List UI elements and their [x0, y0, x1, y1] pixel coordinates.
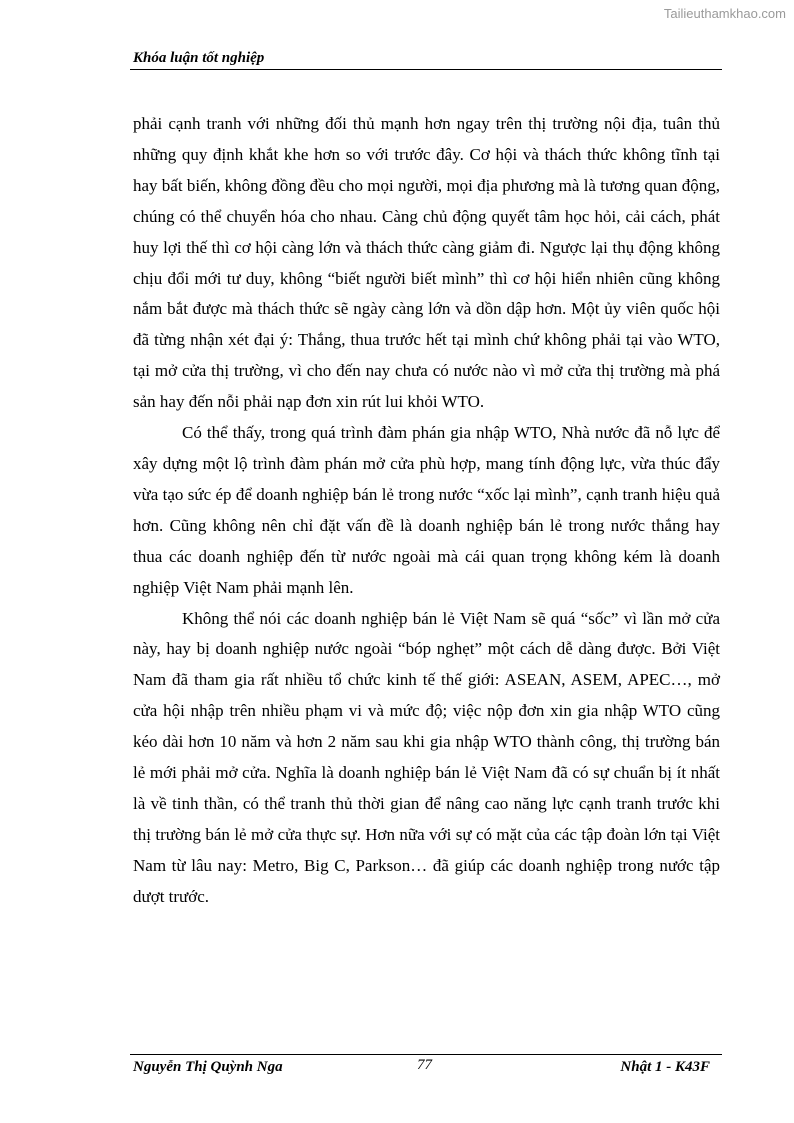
header-title: Khóa luận tốt nghiệp	[133, 50, 265, 66]
paragraph-2: Có thể thấy, trong quá trình đàm phán gia nhập WTO, Nhà nước đã nỗ lực để xây dựng một lộ trình đàm phán mở cửa phù hợp, mang tính động lực, vừa thúc đẩy vừa tạo sức ép để doanh nghiệp bán lẻ trong nước “xốc lại mình”, cạnh tranh hiệu quả hơn. Cũng không nên chỉ đặt vấn đề là doanh nghiệp bán lẻ trong nước thắng hay thua các doanh nghiệp đến từ nước ngoài mà cái quan trọng không kém là doanh nghiệp Việt Nam phải mạnh lên.	[133, 423, 720, 597]
body-text	[133, 109, 720, 913]
footer-divider	[130, 1054, 722, 1055]
footer-class-label: Nhật 1 - K43F	[620, 1059, 710, 1075]
page-number: 77	[417, 1057, 432, 1073]
paragraph-3: Không thể nói các doanh nghiệp bán lẻ Việt Nam sẽ quá “sốc” vì lần mở cửa này, hay bị doanh nghiệp nước ngoài “bóp nghẹt” một cách dễ dàng được. Bởi Việt Nam đã tham gia rất nhiều tổ chức kinh tế thế giới: ASEAN, ASEM, APEC…, mở cửa hội nhập trên nhiều phạm vi và mức độ; việc nộp đơn xin gia nhập WTO cũng kéo dài hơn 10 năm và hơn 2 năm sau khi gia nhập WTO thành công, thị trường bán lẻ mới phải mở cửa. Nghĩa là doanh nghiệp bán lẻ Việt Nam đã có sự chuẩn bị ít nhất là về tinh thần, có thể tranh thủ thời gian để nâng cao năng lực cạnh tranh trước khi thị trường bán lẻ mở cửa thực sự. Hơn nữa với sự có mặt của các tập đoàn lớn tại Việt Nam từ lâu nay: Metro, Big C, Parkson… đã giúp các doanh nghiệp trong nước tập dượt trước.	[133, 608, 720, 906]
watermark: Tailieuthamkhao.com	[663, 6, 786, 21]
header-divider	[130, 69, 722, 70]
paragraph-1: phải cạnh tranh với những đối thủ mạnh hơn ngay trên thị trường nội địa, tuân thủ những quy định khắt khe hơn so với trước đây. Cơ hội và thách thức không tĩnh tại hay bất biến, không đồng đều cho mọi người, mọi địa phương mà là tương quan động, chúng có thể chuyển hóa cho nhau. Càng chủ động quyết tâm học hỏi, cải cách, phát huy lợi thế thì cơ hội càng lớn và thách thức càng giảm đi. Ngược lại thụ động không chịu đổi mới tư duy, không “biết người biết mình” thì cơ hội hiển nhiên cũng không nắm bắt được mà thách thức sẽ ngày càng lớn và dồn dập hơn. Một ủy viên quốc hội đã từng nhận xét đại ý: Thắng, thua trước hết tại mình chứ không phải tại vào WTO, tại mở cửa thị trường, vì cho đến nay chưa có nước nào vì mở cửa thị trường mà phá sản hay đến nỗi phải nạp đơn xin rút lui khỏi WTO.	[133, 114, 720, 412]
footer-author: Nguyễn Thị Quỳnh Nga	[133, 1059, 283, 1075]
